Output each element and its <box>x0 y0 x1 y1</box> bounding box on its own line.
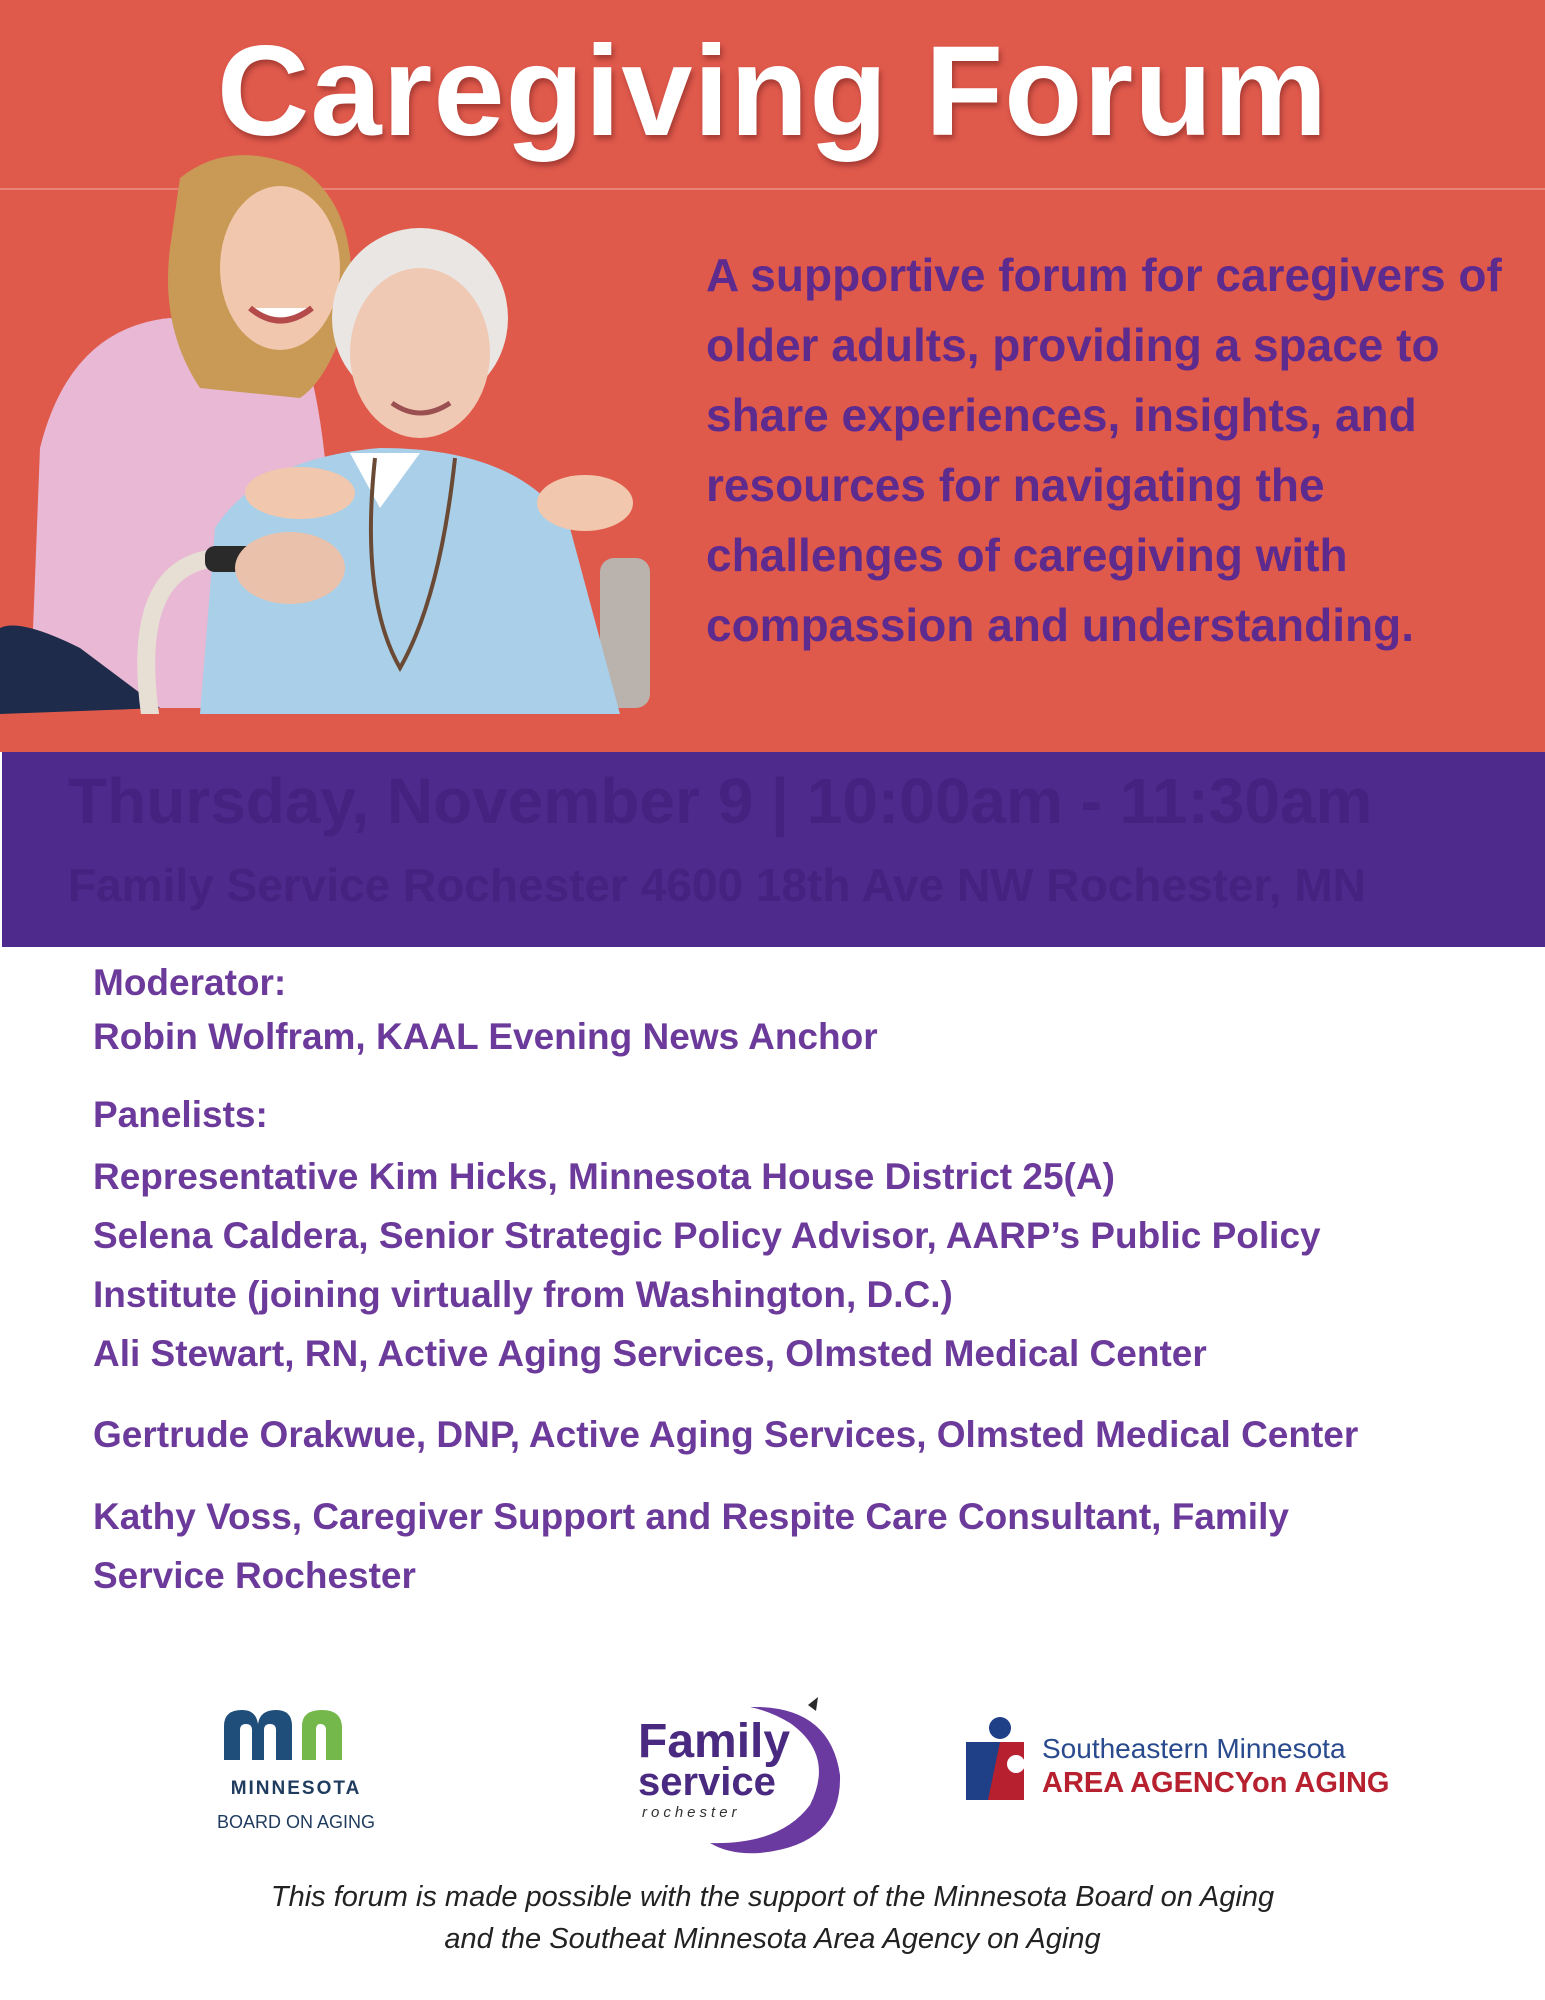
family-wordmark: Family <box>638 1715 791 1768</box>
event-date-time: Thursday, November 9 | 10:00am - 11:30am <box>68 765 1373 837</box>
mn-m-mark <box>224 1710 292 1760</box>
panelist-line: Institute (joining virtually from Washington, D.C.) <box>93 1274 953 1315</box>
mn-board-on-aging-logo <box>196 1700 396 1840</box>
panelist-line: Gertrude Orakwue, DNP, Active Aging Services, Olmsted Medical Center <box>93 1414 1359 1455</box>
description-line: resources for navigating the <box>706 459 1325 511</box>
forum-description <box>706 240 1545 660</box>
moderator-name: Robin Wolfram, KAAL Evening News Anchor <box>93 1016 878 1057</box>
agency-name-line2: AREA AGENCYon AGING <box>1042 1767 1390 1799</box>
se-mn-area-agency-logo <box>960 1712 1400 1812</box>
description-line: compassion and understanding. <box>706 599 1414 651</box>
mn-subtitle: BOARD ON AGING <box>216 1812 376 1832</box>
panelists-heading: Panelists: <box>93 1094 268 1135</box>
agency-name-line1: Southeastern Minnesota <box>1042 1733 1346 1764</box>
caregiver-hand-left <box>245 467 355 519</box>
panelist-line: Representative Kim Hicks, Minnesota House District 25(A) <box>93 1156 1115 1197</box>
panelist-line: Selena Caldera, Senior Strategic Policy Advisor, AARP’s Public Policy <box>93 1215 1321 1256</box>
rochester-wordmark: rochester <box>642 1804 741 1821</box>
sponsor-acknowledgment <box>0 1876 1545 1960</box>
elder-hand <box>235 532 345 604</box>
caregiver-hand-right <box>537 475 633 531</box>
family-service-rochester-logo <box>630 1695 850 1855</box>
footer-line: This forum is made possible with the support of the Minnesota Board on Aging <box>270 1881 1275 1913</box>
description-line: share experiences, insights, and <box>706 389 1417 441</box>
panelist-line: Ali Stewart, RN, Active Aging Services, Olmsted Medical Center <box>93 1333 1207 1374</box>
mn-wordmark: MINNESOTA <box>230 1778 362 1799</box>
description-line: older adults, providing a space to <box>706 319 1440 371</box>
caregivers-photo <box>0 148 660 714</box>
panelist-line: Kathy Voss, Caregiver Support and Respite Care Consultant, Family <box>93 1496 1289 1537</box>
page-title: Caregiving Forum <box>216 20 1329 163</box>
caregiver-face <box>220 186 340 350</box>
agency-figure-head <box>989 1717 1011 1739</box>
event-location: Family Service Rochester 4600 18th Ave NW Rochester, MN <box>68 859 1366 911</box>
description-line: A supportive forum for caregivers of <box>706 249 1502 301</box>
hero-banner <box>0 0 1545 752</box>
description-line: challenges of caregiving with <box>706 529 1348 581</box>
service-wordmark: service <box>638 1760 776 1804</box>
swoosh-star <box>808 1697 818 1711</box>
panelist-line: Service Rochester <box>93 1555 416 1596</box>
mn-n-mark <box>302 1710 342 1760</box>
footer-line: and the Southeat Minnesota Area Agency on Aging <box>444 1923 1101 1955</box>
agency-figure-dot <box>1007 1755 1025 1773</box>
moderator-heading: Moderator: <box>93 962 287 1003</box>
